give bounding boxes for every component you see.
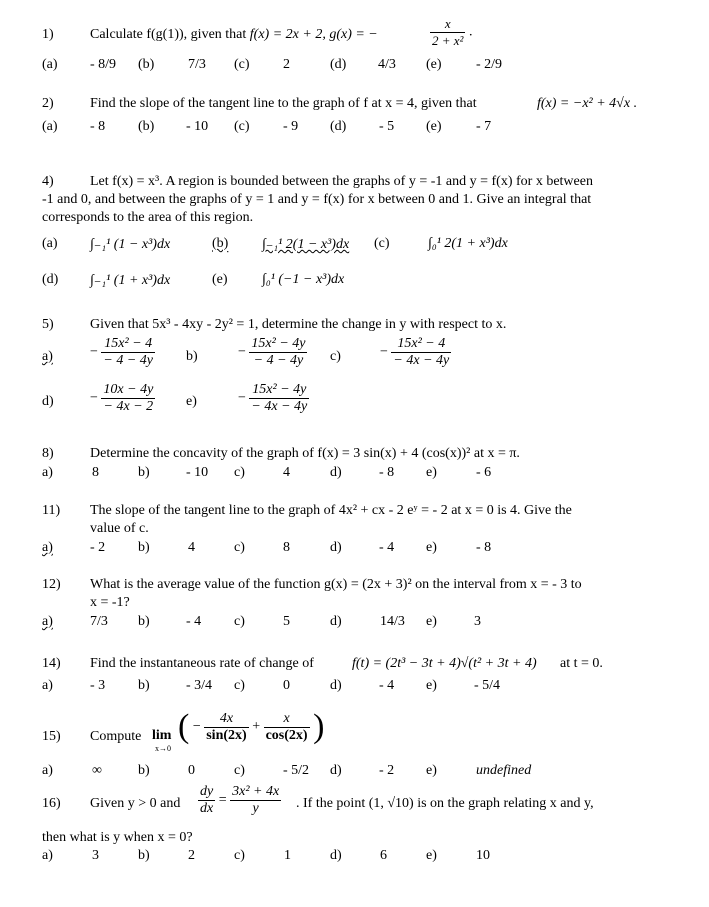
question-prompt-line-2: then what is y when x = 0? bbox=[42, 830, 193, 845]
question-prompt-line-1: What is the average value of the function g(x) = (2x + 3)² on the interval from x = - 3 to bbox=[90, 577, 582, 592]
choice-value: - 9 bbox=[283, 119, 299, 134]
question-prompt: Compute bbox=[90, 729, 142, 744]
choice-label[interactable]: e) bbox=[186, 394, 197, 409]
choice-value: - 3 bbox=[90, 678, 106, 693]
choice-value: ∫₀¹ 2(1 + x³)dx bbox=[428, 236, 508, 251]
choice-value: undefined bbox=[476, 763, 532, 778]
choice-value: 3 bbox=[92, 848, 99, 863]
choice-label[interactable]: (b) bbox=[138, 119, 155, 134]
choice-label[interactable]: (a) bbox=[42, 236, 58, 251]
choice-label[interactable]: (a) bbox=[42, 119, 58, 134]
question-number: 14) bbox=[42, 656, 61, 671]
choice-value: 4 bbox=[283, 465, 290, 480]
choice-label[interactable]: b) bbox=[186, 349, 198, 364]
choice-value: ∫₀¹ (−1 − x³)dx bbox=[262, 272, 345, 287]
choice-label[interactable]: (b) bbox=[212, 236, 229, 251]
question-prompt: Given y > 0 and bbox=[90, 796, 181, 811]
choice-label[interactable]: e) bbox=[426, 540, 437, 555]
question-prompt-line-2: -1 and 0, and between the graphs of y = 1 and y = f(x) for x between 0 and 1. Give an integral that bbox=[42, 192, 592, 207]
question-number: 4) bbox=[42, 174, 54, 189]
choice-label[interactable]: a) bbox=[42, 465, 53, 480]
choice-value: - 4 bbox=[379, 540, 395, 555]
choice-value: 5 bbox=[283, 614, 290, 629]
choice-value: - 10 bbox=[186, 119, 209, 134]
choice-label[interactable]: a) bbox=[42, 848, 53, 863]
choice-label[interactable]: a) bbox=[42, 349, 53, 364]
choice-label[interactable]: e) bbox=[426, 848, 437, 863]
limit-operator: lim bbox=[152, 728, 172, 743]
choice-label[interactable]: e) bbox=[426, 763, 437, 778]
choice-value: 2 bbox=[283, 57, 290, 72]
question-prompt: Find the instantaneous rate of change of bbox=[90, 656, 314, 671]
choice-label[interactable]: d) bbox=[330, 540, 342, 555]
choice-label[interactable]: b) bbox=[138, 763, 150, 778]
choice-value: - 6 bbox=[476, 465, 492, 480]
choice-value: 6 bbox=[380, 848, 387, 863]
question-prompt: Find the slope of the tangent line to the graph of f at x = 4, given that bbox=[90, 96, 477, 111]
question-number: 2) bbox=[42, 96, 54, 111]
choice-label[interactable]: d) bbox=[330, 848, 342, 863]
choice-label[interactable]: (a) bbox=[42, 57, 58, 72]
choice-value: − $\frac{\text{15x² − 4y}}{- 4x - 4y}$ bbox=[238, 382, 308, 414]
choice-label[interactable]: d) bbox=[330, 678, 342, 693]
question-prompt-line-3: corresponds to the area of this region. bbox=[42, 210, 254, 225]
choice-value: 4/3 bbox=[378, 57, 396, 72]
choice-value: - 10 bbox=[186, 465, 209, 480]
choice-label[interactable]: (c) bbox=[234, 119, 250, 134]
choice-value: - 5 bbox=[379, 119, 395, 134]
choice-label[interactable]: (d) bbox=[42, 272, 59, 287]
choice-value: 4 bbox=[188, 540, 195, 555]
limit-expression: ( − $\frac{4x}{\sin(2x)}$ + $\frac{x}{\cos(2x)}$ ) bbox=[178, 708, 325, 745]
choice-value: - 5/2 bbox=[283, 763, 310, 778]
choice-value: 14/3 bbox=[380, 614, 405, 629]
choice-label[interactable]: (d) bbox=[330, 57, 347, 72]
choice-label[interactable]: e) bbox=[426, 465, 437, 480]
choice-label[interactable]: a) bbox=[42, 763, 53, 778]
choice-label[interactable]: b) bbox=[138, 614, 150, 629]
choice-label[interactable]: (e) bbox=[426, 119, 442, 134]
question-number: 1) bbox=[42, 27, 54, 42]
choice-value: 7/3 bbox=[188, 57, 206, 72]
choice-label[interactable]: e) bbox=[426, 614, 437, 629]
choice-label[interactable]: (b) bbox=[138, 57, 155, 72]
choice-value: 3 bbox=[474, 614, 481, 629]
choice-label[interactable]: c) bbox=[234, 848, 245, 863]
choice-value: - 5/4 bbox=[474, 678, 501, 693]
choice-label[interactable]: b) bbox=[138, 540, 150, 555]
choice-label[interactable]: c) bbox=[234, 614, 245, 629]
choice-label[interactable]: c) bbox=[234, 465, 245, 480]
choice-value: - 7 bbox=[476, 119, 492, 134]
question-prompt-tail: . If the point (1, √10) is on the graph relating x and y, bbox=[296, 796, 594, 811]
choice-value: ∫₋₁¹ (1 − x³)dx bbox=[90, 237, 171, 252]
choice-label[interactable]: b) bbox=[138, 678, 150, 693]
question-prompt: Calculate f(g(1)), given that f(x) = 2x + 2, g(x) = − bbox=[90, 27, 378, 42]
choice-label[interactable]: (e) bbox=[426, 57, 442, 72]
limit-subscript: x→0 bbox=[155, 744, 171, 753]
choice-value: - 2 bbox=[379, 763, 395, 778]
choice-value: - 3/4 bbox=[186, 678, 213, 693]
question-number: 11) bbox=[42, 503, 61, 518]
choice-value: ∫₋₁¹ 2(1 − x³)dx bbox=[262, 237, 350, 252]
choice-label[interactable]: d) bbox=[42, 394, 54, 409]
choice-label[interactable]: d) bbox=[330, 614, 342, 629]
choice-value: - 8 bbox=[90, 119, 106, 134]
choice-value: 8 bbox=[92, 465, 99, 480]
question-prompt-line-2: value of c. bbox=[90, 521, 149, 536]
question-prompt-line-1: The slope of the tangent line to the graph of 4x² + cx - 2 eʸ = - 2 at x = 0 is 4. Give the bbox=[90, 503, 572, 518]
choice-label[interactable]: (e) bbox=[212, 272, 228, 287]
choice-value: − $\frac{10x - 4y}{- 4x - 2}$ bbox=[90, 382, 154, 414]
choice-value: − $\frac{\text{15x² − 4y}}{- 4 - 4y}$ bbox=[238, 336, 306, 368]
choice-label[interactable]: (c) bbox=[374, 236, 390, 251]
choice-value: - 8 bbox=[476, 540, 492, 555]
choice-value: ∫₋₁¹ (1 + x³)dx bbox=[90, 273, 171, 288]
choice-value: ∞ bbox=[92, 763, 102, 778]
choice-value: 2 bbox=[188, 848, 195, 863]
choice-value: 1 bbox=[284, 848, 291, 863]
question-number: 5) bbox=[42, 317, 54, 332]
question-number: 12) bbox=[42, 577, 61, 592]
choice-label[interactable]: a) bbox=[42, 540, 53, 555]
choice-value: - 8 bbox=[379, 465, 395, 480]
question-prompt-tail: at t = 0. bbox=[560, 656, 603, 671]
choice-label[interactable]: c) bbox=[330, 349, 341, 364]
choice-value: 10 bbox=[476, 848, 490, 863]
choice-label[interactable]: e) bbox=[426, 678, 437, 693]
choice-value: 0 bbox=[188, 763, 195, 778]
choice-label[interactable]: c) bbox=[234, 540, 245, 555]
choice-value: - 2 bbox=[90, 540, 106, 555]
question-prompt-line-1: Let f(x) = x³. A region is bounded between the graphs of y = -1 and y = f(x) for x between bbox=[90, 174, 593, 189]
fraction: $\frac{x}{\text{2 + x²}}$ . bbox=[432, 16, 473, 48]
choice-label[interactable]: (c) bbox=[234, 57, 250, 72]
question-number: 16) bbox=[42, 796, 61, 811]
choice-label[interactable]: c) bbox=[234, 763, 245, 778]
question-number: 15) bbox=[42, 729, 61, 744]
choice-label[interactable]: c) bbox=[234, 678, 245, 693]
question-prompt-line-2: x = -1? bbox=[90, 595, 130, 610]
question-prompt: Determine the concavity of the graph of f(x) = 3 sin(x) + 4 (cos(x))² at x = π. bbox=[90, 446, 520, 461]
choice-value: - 4 bbox=[379, 678, 395, 693]
choice-label[interactable]: a) bbox=[42, 614, 53, 629]
choice-label[interactable]: a) bbox=[42, 678, 53, 693]
choice-value: 0 bbox=[283, 678, 290, 693]
function-expression: f(x) = −x² + 4√x . bbox=[537, 96, 638, 111]
choice-value: 8 bbox=[283, 540, 290, 555]
choice-value: - 8/9 bbox=[90, 57, 117, 72]
choice-value: 7/3 bbox=[90, 614, 108, 629]
choice-label[interactable]: d) bbox=[330, 763, 342, 778]
choice-value: - 4 bbox=[186, 614, 202, 629]
choice-label[interactable]: b) bbox=[138, 848, 150, 863]
derivative-expression: $\frac{dy}{dx}$ = $\frac{\text{3x² + 4x}}{y}$ bbox=[200, 784, 280, 816]
choice-value: - 2/9 bbox=[476, 57, 503, 72]
choice-value: − $\frac{\text{15x² − 4}}{- 4 - 4y}$ bbox=[90, 336, 154, 368]
choice-label[interactable]: b) bbox=[138, 465, 150, 480]
question-prompt: Given that 5x³ - 4xy - 2y² = 1, determine the change in y with respect to x. bbox=[90, 317, 507, 332]
question-number: 8) bbox=[42, 446, 54, 461]
choice-value: − $\frac{\text{15x² − 4}}{- 4x - 4y}$ bbox=[380, 336, 450, 368]
function-expression: f(t) = (2t³ − 3t + 4)√(t² + 3t + 4) bbox=[352, 656, 537, 671]
choice-label[interactable]: d) bbox=[330, 465, 342, 480]
choice-label[interactable]: (d) bbox=[330, 119, 347, 134]
